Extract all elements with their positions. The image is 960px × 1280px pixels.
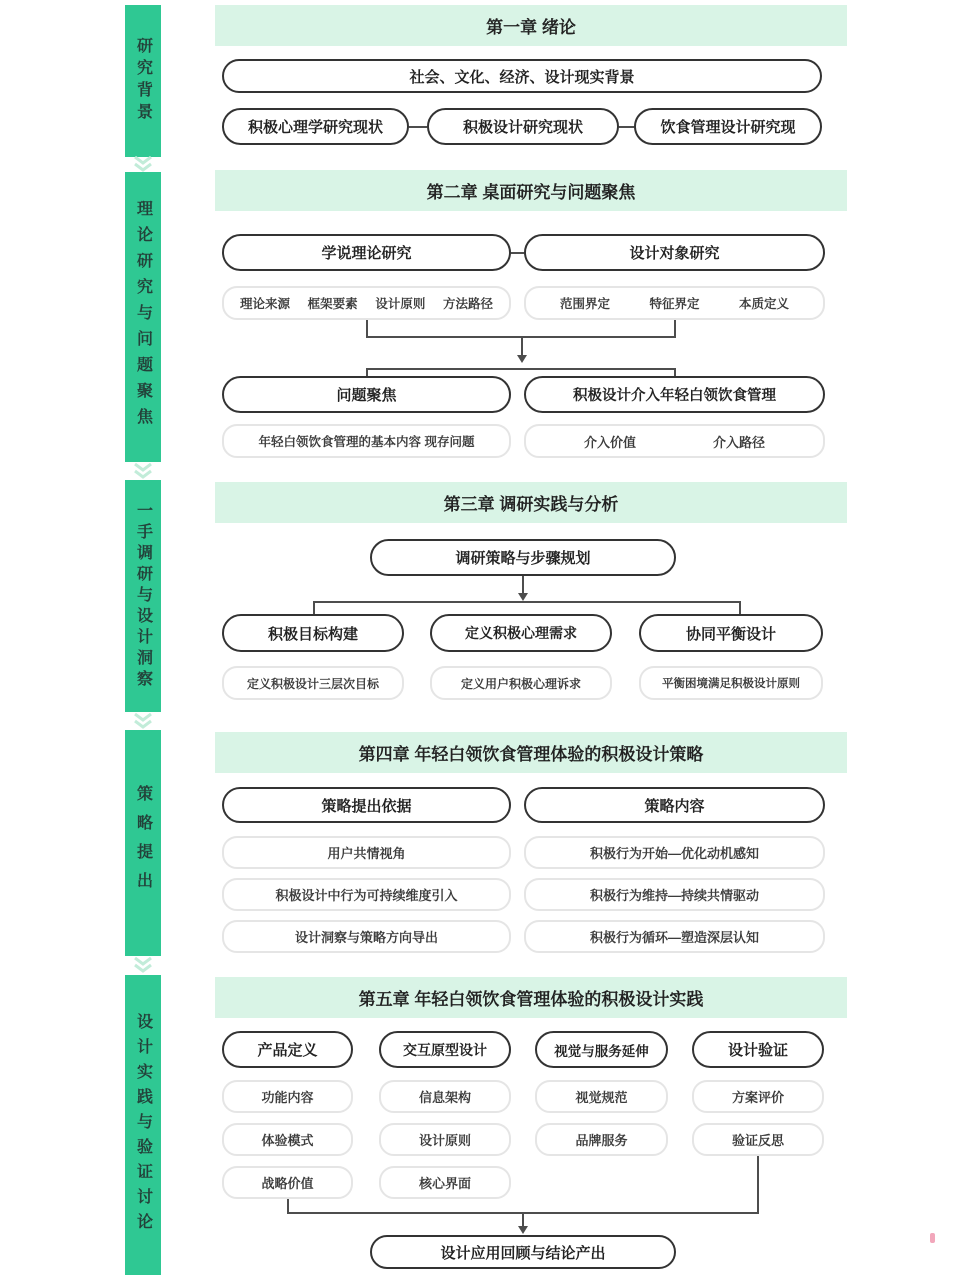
ch3-pill-goal-building: 积极目标构建	[222, 614, 404, 652]
stage-label: 研究背景	[134, 37, 152, 125]
chapter-1-header: 第一章 绪论	[215, 5, 847, 46]
ch3-sub-user-appeals: 定义用户积极心理诉求	[430, 666, 612, 700]
ch4-sub-behavior-start: 积极行为开始—优化动机感知	[524, 836, 825, 869]
ch3-pill-psych-needs: 定义积极心理需求	[430, 614, 612, 652]
ch4-sub-behavior-loop: 积极行为循环—塑造深层认知	[524, 920, 825, 953]
chapter-4-header: 第四章 年轻白领饮食管理体验的积极设计策略	[215, 732, 847, 773]
connector-line	[409, 126, 427, 128]
stage-bar-practice-verification	[125, 975, 161, 1275]
ch4-sub-behavior-maintain: 积极行为维持—持续共情驱动	[524, 878, 825, 911]
stage-label: 理论研究与问题聚焦	[134, 200, 152, 434]
stage-bar-strategy	[125, 730, 161, 956]
sub-item: 特征界定	[649, 297, 700, 311]
arrow-down-icon	[518, 593, 528, 601]
sub-item: 介入路径	[712, 434, 765, 450]
ch5-sub-function-content: 功能内容	[222, 1080, 353, 1113]
ch3-sub-balance-principles: 平衡困境满足积极设计原则	[639, 666, 823, 700]
ch1-pill-positive-psychology: 积极心理学研究现状	[222, 108, 409, 145]
ch5-pill-conclusion: 设计应用回顾与结论产出	[370, 1235, 676, 1269]
sub-item: 介入价值	[584, 434, 637, 450]
connector-line	[511, 252, 524, 254]
ch5-pill-visual-service: 视觉与服务延伸	[535, 1031, 668, 1068]
connector-line	[366, 368, 676, 370]
connector-line	[366, 320, 368, 336]
stage-bar-theory-focus	[125, 172, 161, 462]
ch5-sub-plan-evaluation: 方案评价	[692, 1080, 824, 1113]
ch4-pill-strategy-basis: 策略提出依据	[222, 787, 511, 823]
ch2-sub-focus-content: 年轻白领饮食管理的基本内容 现存问题	[222, 424, 511, 458]
connector-line	[674, 320, 676, 336]
stage-label: 策略提出	[134, 785, 152, 901]
ch1-pill-background: 社会、文化、经济、设计现实背景	[222, 59, 822, 93]
connector-line	[313, 601, 741, 603]
ch4-sub-empathy-view: 用户共情视角	[222, 836, 511, 869]
ch4-sub-sustainable-dimension: 积极设计中行为可持续维度引入	[222, 878, 511, 911]
ch2-sub-theory-items	[222, 286, 511, 320]
ch5-sub-visual-spec: 视觉规范	[535, 1080, 668, 1113]
ch1-pill-diet-management: 饮食管理设计研究现	[634, 108, 822, 145]
connector-line	[739, 601, 741, 614]
ch5-sub-brand-service: 品牌服务	[535, 1123, 668, 1156]
sub-item: 本质定义	[738, 297, 789, 311]
ch5-sub-experience-mode: 体验模式	[222, 1123, 353, 1156]
watermark-mark	[930, 1233, 935, 1243]
ch2-pill-theory-research: 学说理论研究	[222, 234, 511, 271]
connector-line	[313, 601, 315, 614]
ch5-sub-info-architecture: 信息架构	[379, 1080, 511, 1113]
ch2-pill-object-research: 设计对象研究	[524, 234, 825, 271]
ch5-pill-design-verification: 设计验证	[692, 1031, 824, 1068]
sub-item: 理论来源	[240, 297, 291, 311]
ch4-pill-strategy-content: 策略内容	[524, 787, 825, 823]
stage-bar-research-background	[125, 5, 161, 157]
ch3-sub-three-level-goals: 定义积极设计三层次目标	[222, 666, 404, 700]
ch2-sub-intervention-items	[524, 424, 825, 458]
stage-bar-research-insight	[125, 480, 161, 712]
ch1-pill-positive-design: 积极设计研究现状	[427, 108, 619, 145]
arrow-down-icon	[517, 355, 527, 363]
ch5-sub-core-interface: 核心界面	[379, 1166, 511, 1199]
connector-line	[757, 1156, 759, 1214]
connector-line	[521, 336, 523, 355]
chapter-3-header: 第三章 调研实践与分析	[215, 482, 847, 523]
sub-item: 框架要素	[307, 297, 358, 311]
ch4-sub-insight-direction: 设计洞察与策略方向导出	[222, 920, 511, 953]
ch2-pill-problem-focus: 问题聚焦	[222, 376, 511, 413]
ch3-pill-balanced-design: 协同平衡设计	[639, 614, 823, 652]
chapter-2-header: 第二章 桌面研究与问题聚焦	[215, 170, 847, 211]
ch5-sub-design-principles: 设计原则	[379, 1123, 511, 1156]
stage-label: 设计实践与验证讨论	[134, 1012, 152, 1238]
sub-item: 范围界定	[560, 297, 611, 311]
connector-line	[522, 576, 524, 594]
connector-line	[522, 1212, 524, 1226]
ch5-sub-strategic-value: 战略价值	[222, 1166, 353, 1199]
ch5-pill-interaction-prototype: 交互原型设计	[379, 1031, 511, 1068]
ch2-pill-intervention: 积极设计介入年轻白领饮食管理	[524, 376, 825, 413]
ch2-sub-object-items	[524, 286, 825, 320]
ch5-sub-verify-reflection: 验证反思	[692, 1123, 824, 1156]
stage-label: 一手调研与设计洞察	[134, 501, 152, 691]
ch3-pill-research-strategy: 调研策略与步骤规划	[370, 539, 676, 576]
ch5-pill-product-definition: 产品定义	[222, 1031, 353, 1068]
arrow-down-icon	[518, 1226, 528, 1234]
sub-item: 设计原则	[375, 297, 426, 311]
connector-line	[619, 126, 634, 128]
sub-item: 方法路径	[442, 297, 493, 311]
chapter-5-header: 第五章 年轻白领饮食管理体验的积极设计实践	[215, 977, 847, 1018]
